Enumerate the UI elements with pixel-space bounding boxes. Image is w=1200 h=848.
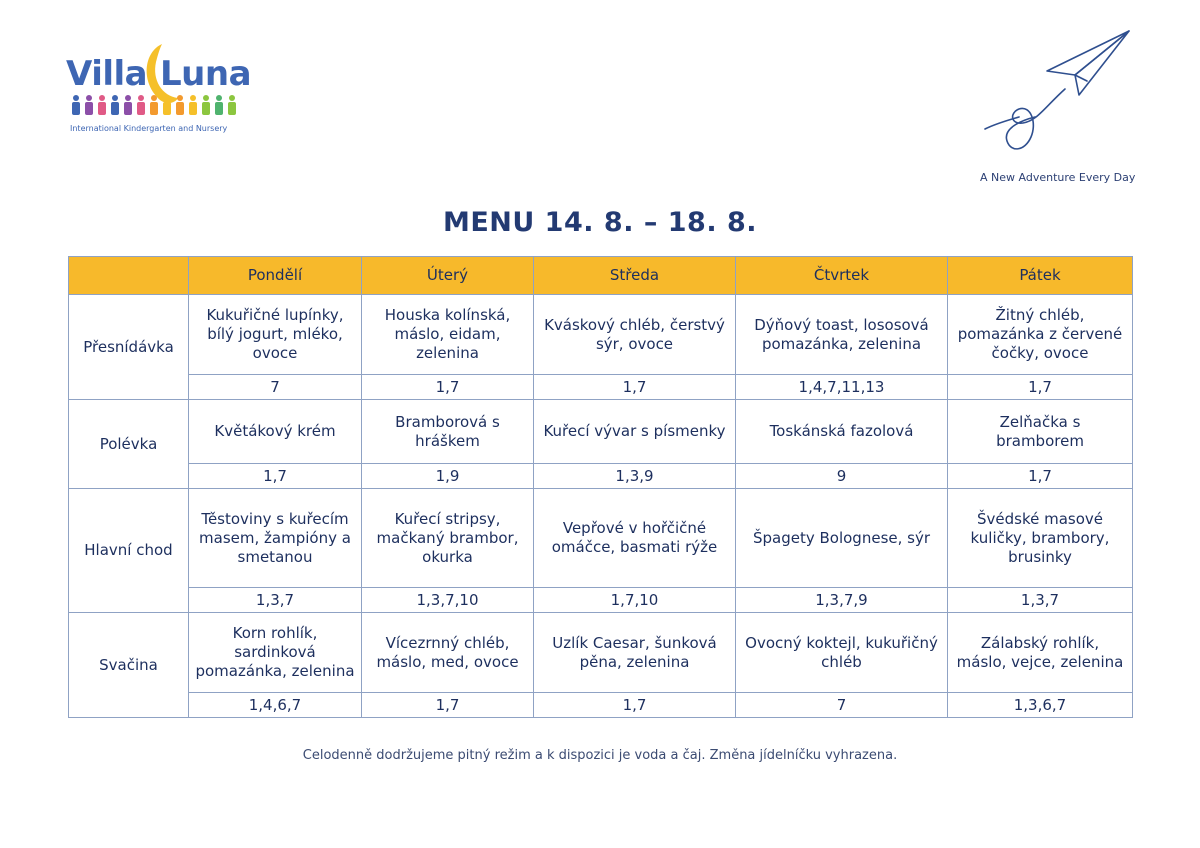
dish-cell: Ovocný koktejl, kukuřičný chléb	[736, 613, 948, 693]
dish-cell: Toskánská fazolová	[736, 400, 948, 464]
day-header: Středa	[534, 257, 736, 295]
allergen-cell: 1,3,7	[189, 588, 362, 613]
allergen-row	[69, 375, 1133, 400]
day-header: Pátek	[948, 257, 1133, 295]
dish-cell: Zálabský rohlík, máslo, vejce, zelenina	[948, 613, 1133, 693]
dish-cell: Bramborová s hráškem	[362, 400, 534, 464]
logo-wordmark	[66, 54, 147, 94]
meal-label: Polévka	[69, 400, 189, 489]
allergen-cell: 7	[736, 693, 948, 718]
meal-label: Svačina	[69, 613, 189, 718]
allergen-cell: 1,7,10	[534, 588, 736, 613]
allergen-cell: 1,7	[362, 375, 534, 400]
day-header: Čtvrtek	[736, 257, 948, 295]
dish-cell: Vícezrnný chléb, máslo, med, ovoce	[362, 613, 534, 693]
dish-cell: Švédské masové kuličky, brambory, brusinky	[948, 489, 1133, 588]
allergen-row	[69, 588, 1133, 613]
allergen-cell: 1,9	[362, 464, 534, 489]
dish-row	[69, 295, 1133, 375]
dish-cell: Špagety Bolognese, sýr	[736, 489, 948, 588]
kids-icon	[70, 94, 240, 116]
menu-table	[68, 256, 1133, 718]
page-title: MENU 14. 8. – 18. 8.	[442, 207, 758, 238]
dish-cell: Kuřecí stripsy, mačkaný brambor, okurka	[362, 489, 534, 588]
allergen-cell: 1,3,7,10	[362, 588, 534, 613]
dish-row	[69, 400, 1133, 464]
logo	[62, 40, 252, 140]
day-header: Úterý	[362, 257, 534, 295]
allergen-cell: 1,7	[362, 693, 534, 718]
day-header: Pondělí	[189, 257, 362, 295]
dish-cell: Těstoviny s kuřecím masem, žampióny a smetanou	[189, 489, 362, 588]
allergen-cell: 1,4,7,11,13	[736, 375, 948, 400]
allergen-cell: 1,3,7	[948, 588, 1133, 613]
dish-cell: Dýňový toast, lososová pomazánka, zelenina	[736, 295, 948, 375]
allergen-cell: 7	[189, 375, 362, 400]
allergen-row	[69, 464, 1133, 489]
allergen-cell: 9	[736, 464, 948, 489]
dish-cell: Kuřecí vývar s písmenky	[534, 400, 736, 464]
dish-cell: Korn rohlík, sardinková pomazánka, zelenina	[189, 613, 362, 693]
dish-cell: Uzlík Caesar, šunková pěna, zelenina	[534, 613, 736, 693]
allergen-cell: 1,3,6,7	[948, 693, 1133, 718]
allergen-cell: 1,7	[534, 375, 736, 400]
allergen-cell: 1,7	[948, 464, 1133, 489]
allergen-cell: 1,4,6,7	[189, 693, 362, 718]
dish-cell: Kváskový chléb, čerstvý sýr, ovoce	[534, 295, 736, 375]
header-row	[69, 257, 1133, 295]
dish-cell: Kukuřičné lupínky, bílý jogurt, mléko, ovoce	[189, 295, 362, 375]
allergen-cell: 1,7	[189, 464, 362, 489]
allergen-cell: 1,3,7,9	[736, 588, 948, 613]
logo-villa: Villa	[66, 54, 148, 94]
dish-cell: Vepřové v hořčičné omáčce, basmati rýže	[534, 489, 736, 588]
meal-label: Hlavní chod	[69, 489, 189, 613]
dish-cell: Houska kolínská, máslo, eidam, zelenina	[362, 295, 534, 375]
logo-luna: Luna	[160, 54, 252, 94]
footer-note: Celodenně dodržujeme pitný režim a k dispozici je voda a čaj. Změna jídelníčku vyhrazena.	[302, 748, 898, 763]
header-empty	[69, 257, 189, 295]
allergen-cell: 1,3,9	[534, 464, 736, 489]
allergen-cell: 1,7	[534, 693, 736, 718]
dish-cell: Žitný chléb, pomazánka z červené čočky, ovoce	[948, 295, 1133, 375]
dish-cell: Květákový krém	[189, 400, 362, 464]
meal-label: Přesnídávka	[69, 295, 189, 400]
dish-cell: Zelňačka s bramborem	[948, 400, 1133, 464]
tagline: A New Adventure Every Day	[980, 171, 1136, 184]
logo-subtitle: International Kindergarten and Nursery	[70, 124, 228, 133]
allergen-row	[69, 693, 1133, 718]
allergen-cell: 1,7	[948, 375, 1133, 400]
paper-plane-icon	[975, 25, 1140, 165]
dish-row	[69, 489, 1133, 588]
dish-row	[69, 613, 1133, 693]
